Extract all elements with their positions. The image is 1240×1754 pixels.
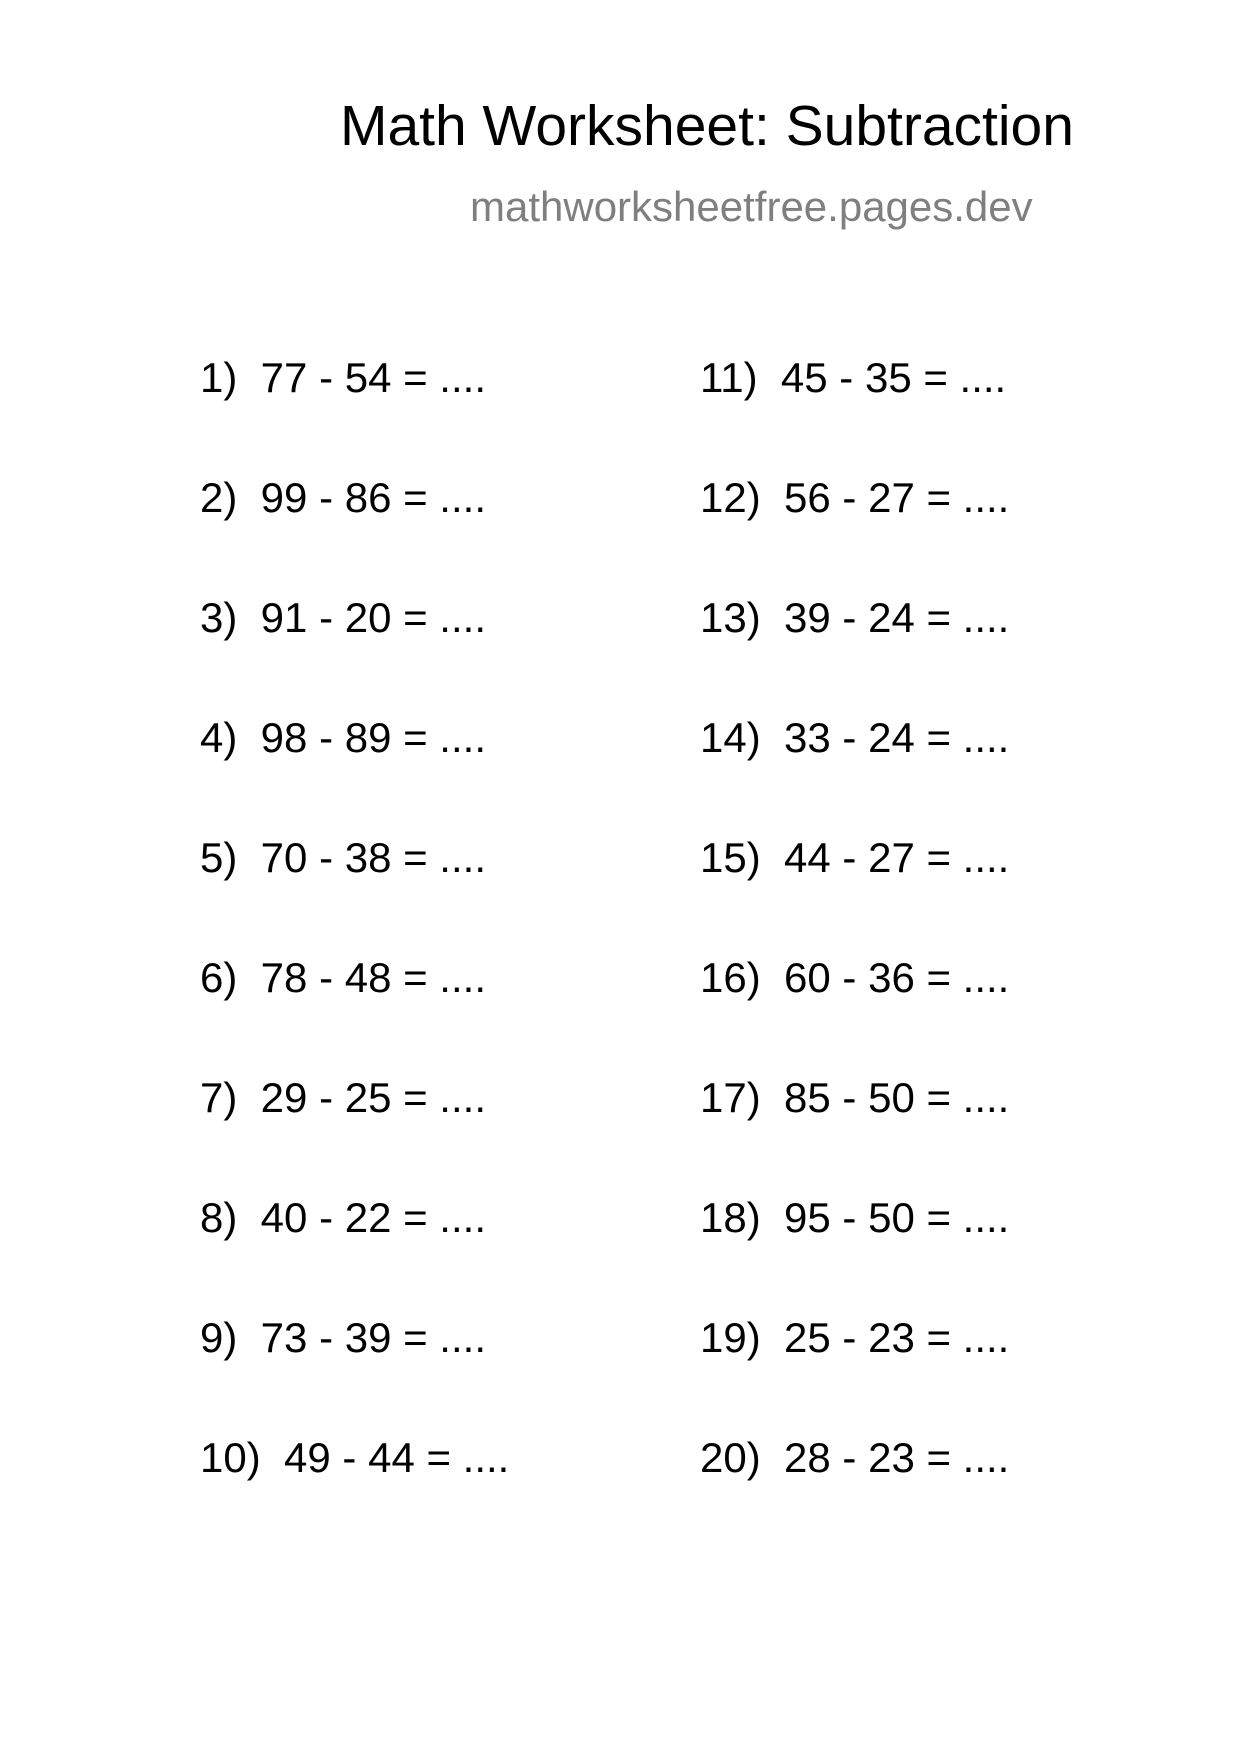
problem-1: 1) 77 - 54 = .... (200, 354, 486, 401)
problem-9: 9) 73 - 39 = .... (200, 1314, 486, 1361)
problem-6: 6) 78 - 48 = .... (200, 954, 486, 1001)
problem-12: 12) 56 - 27 = .... (700, 474, 1010, 521)
problem-17: 17) 85 - 50 = .... (700, 1074, 1010, 1121)
problem-16: 16) 60 - 36 = .... (700, 954, 1010, 1001)
problem-14: 14) 33 - 24 = .... (700, 714, 1010, 761)
problem-19: 19) 25 - 23 = .... (700, 1314, 1010, 1361)
problem-10: 10) 49 - 44 = .... (200, 1434, 510, 1481)
problem-18: 18) 95 - 50 = .... (700, 1194, 1010, 1241)
worksheet-title: Math Worksheet: Subtraction (340, 94, 1074, 158)
problem-2: 2) 99 - 86 = .... (200, 474, 486, 521)
problem-7: 7) 29 - 25 = .... (200, 1074, 486, 1121)
problem-15: 15) 44 - 27 = .... (700, 834, 1010, 881)
problem-20: 20) 28 - 23 = .... (700, 1434, 1010, 1481)
problem-4: 4) 98 - 89 = .... (200, 714, 486, 761)
problem-3: 3) 91 - 20 = .... (200, 594, 486, 641)
problem-5: 5) 70 - 38 = .... (200, 834, 486, 881)
worksheet-source: mathworksheetfree.pages.dev (470, 183, 1033, 230)
problem-13: 13) 39 - 24 = .... (700, 594, 1010, 641)
problem-8: 8) 40 - 22 = .... (200, 1194, 486, 1241)
problem-11: 11) 45 - 35 = .... (700, 354, 1007, 401)
